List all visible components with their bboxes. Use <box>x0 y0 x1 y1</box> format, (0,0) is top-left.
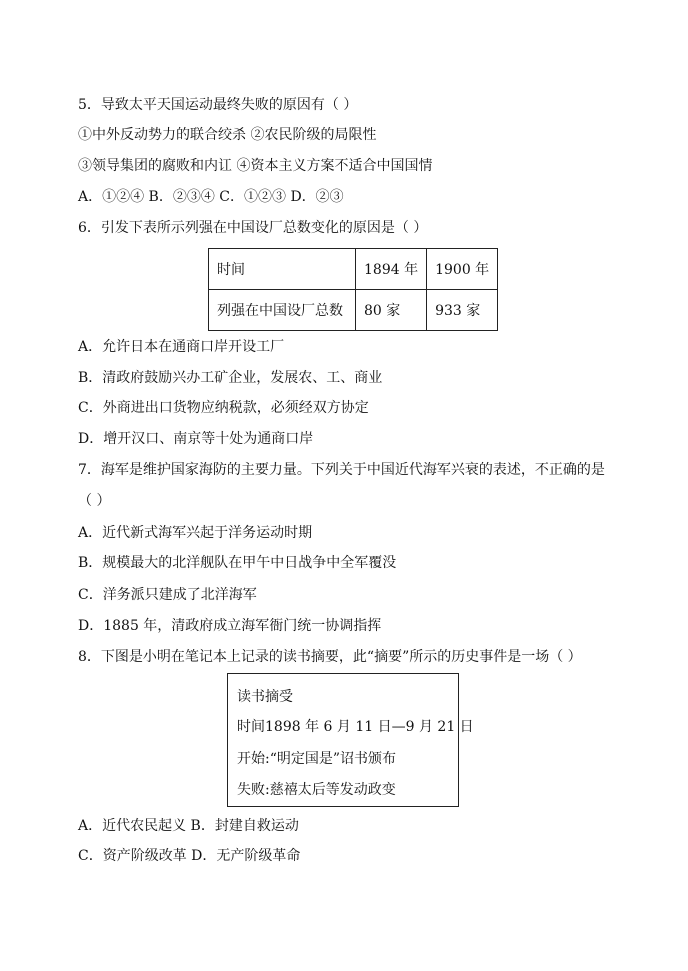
q6-table <box>208 248 498 331</box>
q8-notes-box <box>227 673 474 807</box>
notes-title: 读书摘受 <box>237 689 293 705</box>
table-row <box>209 249 498 290</box>
q6-option-d: D．增开汉口、南京等十处为通商口岸 <box>78 431 314 447</box>
notes-failure: 失败:慈禧太后等发动政变 <box>237 782 396 798</box>
q8-options-line-2: C．资产阶级改革 D．无产阶级革命 <box>78 848 301 864</box>
q7-option-b: B．规模最大的北洋舰队在甲午中日战争中全军覆没 <box>78 555 397 571</box>
table-header-cell: 1900 年 <box>427 249 498 290</box>
q7-option-d: D．1885 年，清政府成立海军衙门统一协调指挥 <box>78 618 382 634</box>
q8-options-line-1: A．近代农民起义 B．封建自救运动 <box>78 818 299 834</box>
table-row <box>209 290 498 331</box>
q8-stem: 8．下图是小明在笔记本上记录的读书摘要，此“摘要”所示的历史事件是一场（ ） <box>78 649 582 665</box>
q7-stem-cont: （ ） <box>78 493 111 509</box>
q6-option-a: A．允许日本在通商口岸开设工厂 <box>78 339 285 355</box>
q7-option-a: A．近代新式海军兴起于洋务运动时期 <box>78 525 313 541</box>
q5-line-1: ①中外反动势力的联合绞杀 ②农民阶级的局限性 <box>78 127 377 143</box>
q6-option-c: C．外商进出口货物应纳税款，必须经双方协定 <box>78 400 369 416</box>
table-cell: 933 家 <box>427 290 498 331</box>
q7-option-c: C．洋务派只建成了北洋海军 <box>78 587 257 603</box>
table-cell: 列强在中国设厂总数 <box>209 290 356 331</box>
notes-time: 时间1898 年 6 月 11 日—9 月 21 日 <box>237 719 474 735</box>
table-header-cell: 时间 <box>209 249 356 290</box>
q6-option-b: B．清政府鼓励兴办工矿企业，发展农、工、商业 <box>78 370 383 386</box>
table-cell: 80 家 <box>356 290 427 331</box>
table-header-cell: 1894 年 <box>356 249 427 290</box>
q5-stem: 5．导致太平天国运动最终失败的原因有（ ） <box>78 97 358 113</box>
q5-line-2: ③领导集团的腐败和内讧 ④资本主义方案不适合中国国情 <box>78 158 433 174</box>
notes-start: 开始:“明定国是”诏书颁布 <box>237 751 397 767</box>
q5-options: A．①②④ B．②③④ C．①②③ D．②③ <box>78 189 344 205</box>
q7-stem: 7．海军是维护国家海防的主要力量。下列关于中国近代海军兴衰的表述，不正确的是 <box>78 462 605 478</box>
q6-stem: 6．引发下表所示列强在中国设厂总数变化的原因是（ ） <box>78 220 428 236</box>
